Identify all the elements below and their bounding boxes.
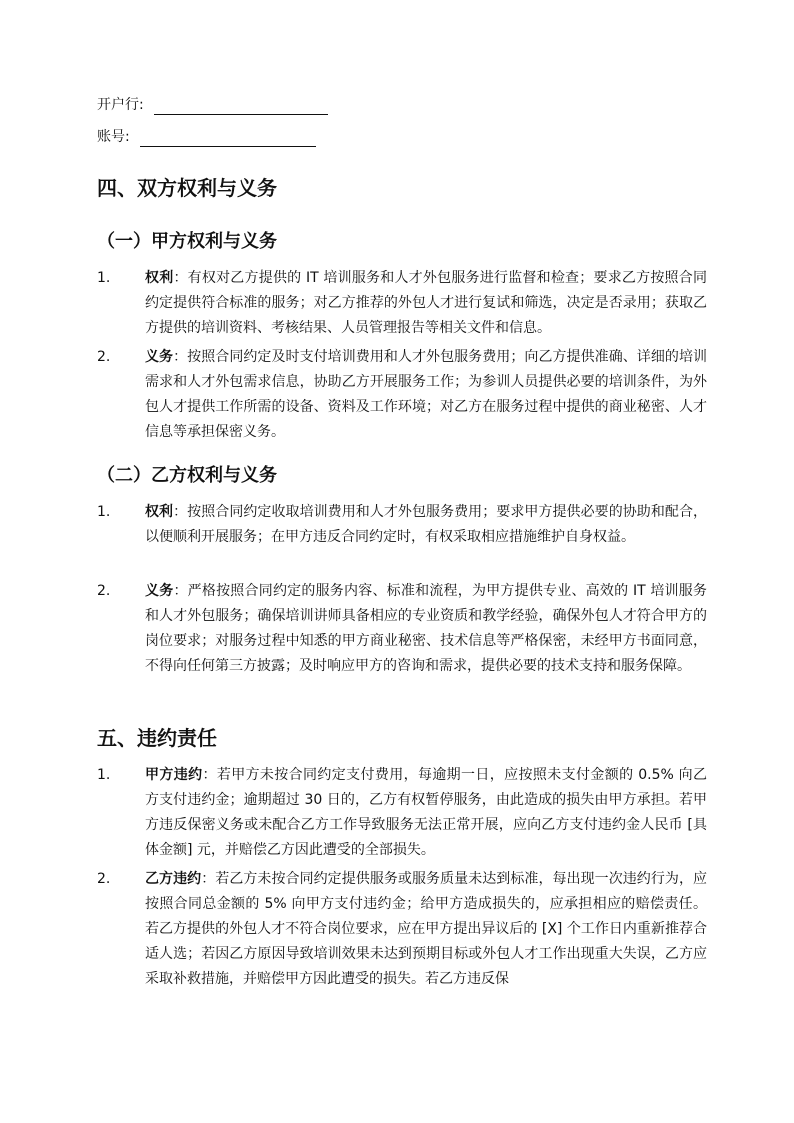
account-field	[97, 127, 316, 147]
party-a-heading: （一）甲方权利与义务	[97, 231, 277, 252]
party-b-heading: （二）乙方权利与义务	[97, 465, 277, 486]
item-term: 义务	[145, 583, 174, 599]
list-item-text	[145, 579, 707, 679]
list-number: 1.	[97, 270, 111, 286]
item-body: ：按照合同约定及时支付培训费用和人才外包服务费用；向乙方提供准确、详细的培训需求和人才外包需求信息，协助乙方开展服务工作；为参训人员提供必要的培训条件，为外包人才提供工作所需的设备、资料及工作环境；对乙方在服务过程中提供的商业秘密、人才信息等承担保密义务。	[145, 349, 708, 440]
account-label: 账号:	[97, 129, 130, 145]
item-body: ：严格按照合同约定的服务内容、标准和流程，为甲方提供专业、高效的 IT 培训服务和人才外包服务；确保培训讲师具备相应的专业资质和教学经验，确保外包人才符合甲方的岗位要求；对服务过程中知悉的甲方商业秘密、技术信息等严格保密，未经甲方书面同意，不得向任何第三方披露；及时响应甲方的咨询和需求，提供必要的技术支持和服务保障。	[145, 583, 707, 674]
section-5-heading: 五、违约责任	[97, 726, 217, 750]
list-item-text	[145, 763, 707, 863]
list-item-text	[145, 345, 707, 445]
account-blank-line	[140, 132, 316, 147]
bank-blank-line	[154, 100, 328, 115]
list-number: 2.	[97, 349, 111, 365]
item-body: ：若乙方未按合同约定提供服务或服务质量未达到标准，每出现一次违约行为，应按照合同总金额的 5% 向甲方支付违约金；给甲方造成损失的，应承担相应的赔偿责任。若乙方提供的外包人才不符合岗位要求，应在甲方提出异议后的 [X] 个工作日内重新推荐合适人选；若因乙方原因导致培训效果未达到预期目标或外包人才工作出现重大失误，乙方应采取补救措施，并赔偿甲方因此遭受的损失。若乙方违反保	[145, 871, 708, 987]
list-item-text	[145, 500, 707, 550]
list-number: 2.	[97, 871, 111, 887]
list-number: 1.	[97, 767, 111, 783]
item-term: 权利	[145, 270, 174, 286]
item-term: 权利	[145, 504, 174, 520]
item-body: ：有权对乙方提供的 IT 培训服务和人才外包服务进行监督和检查；要求乙方按照合同约定提供符合标准的服务；对乙方推荐的外包人才进行复试和筛选，决定是否录用；获取乙方提供的培训资料、考核结果、人员管理报告等相关文件和信息。	[145, 270, 707, 336]
bank-field	[97, 95, 328, 115]
item-body: ：若甲方未按合同约定支付费用，每逾期一日，应按照未支付金额的 0.5% 向乙方支付违约金；逾期超过 30 日的，乙方有权暂停服务，由此造成的损失由甲方承担。若甲方违反保密义务或未配合乙方工作导致服务无法正常开展，应向乙方支付违约金人民币 [具体金额] 元，并赔偿乙方因此遭受的全部损失。	[145, 767, 708, 858]
list-item-text	[145, 867, 707, 992]
item-term: 乙方违约	[145, 871, 202, 887]
list-item-text	[145, 266, 707, 341]
item-body: ：按照合同约定收取培训费用和人才外包服务费用；要求甲方提供必要的协助和配合，以便顺利开展服务；在甲方违反合同约定时，有权采取相应措施维护自身权益。	[145, 504, 708, 545]
bank-label: 开户行:	[97, 97, 144, 113]
list-number: 2.	[97, 583, 111, 599]
list-number: 1.	[97, 504, 111, 520]
item-term: 义务	[145, 349, 174, 365]
section-4-heading: 四、双方权利与义务	[97, 176, 277, 200]
item-term: 甲方违约	[145, 767, 203, 783]
